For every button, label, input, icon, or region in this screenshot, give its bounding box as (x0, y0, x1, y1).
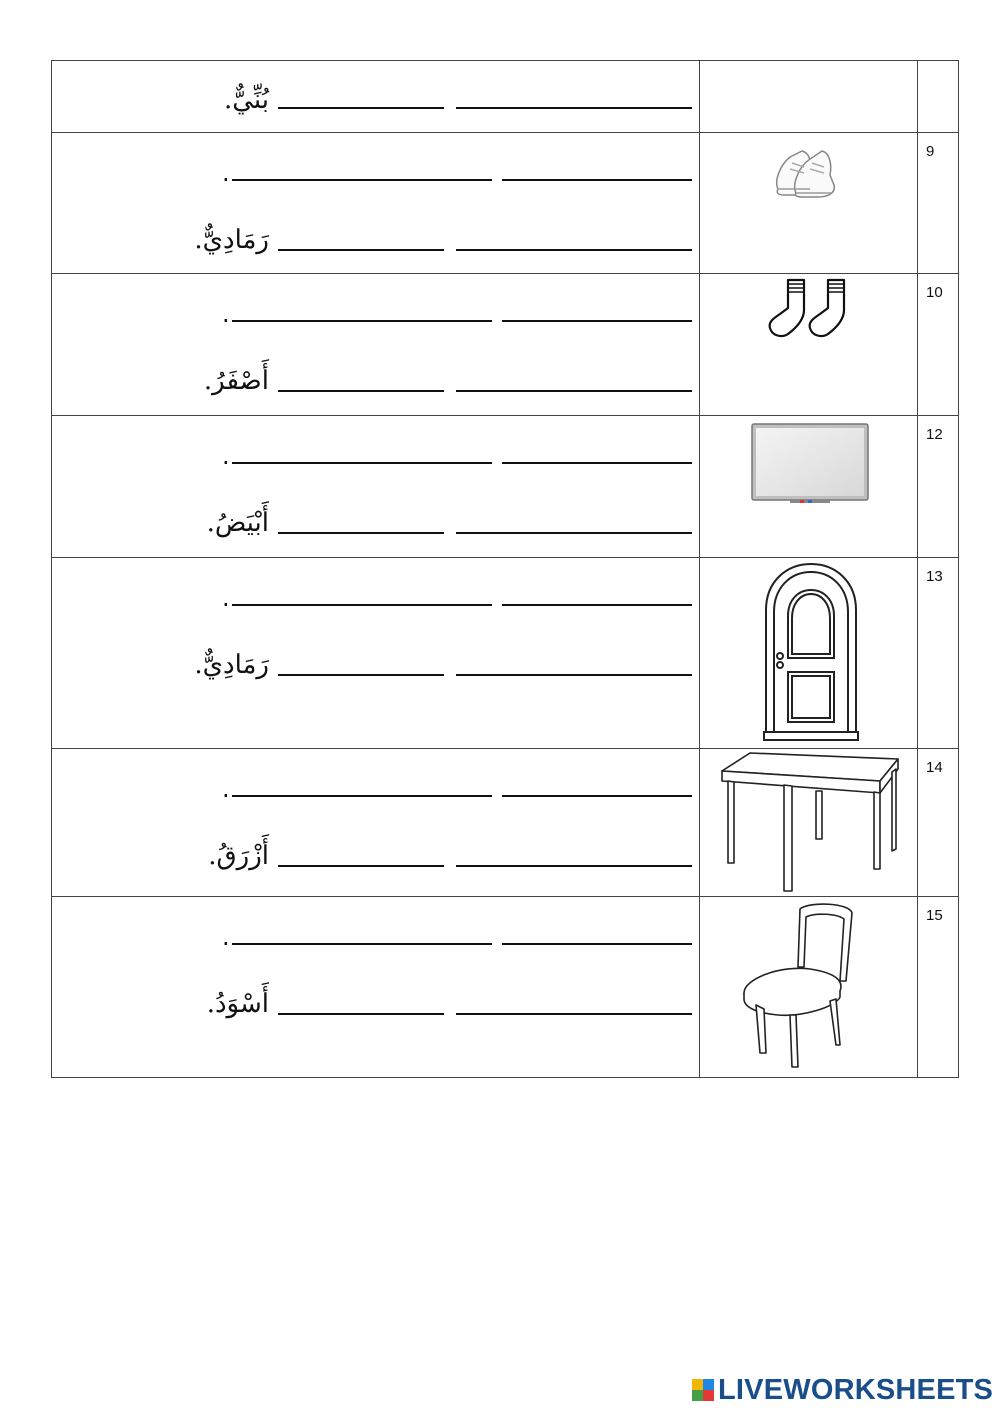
picture-cell (700, 61, 918, 133)
answer-blank[interactable] (278, 390, 444, 392)
worksheet-row (52, 558, 959, 749)
answer-cell (52, 416, 700, 558)
picture-cell (700, 897, 918, 1078)
row-number: 12 (918, 416, 959, 558)
worksheet-row (52, 416, 959, 558)
answer-blank[interactable] (278, 532, 444, 534)
answer-blank[interactable] (502, 462, 692, 464)
answer-blank[interactable] (278, 674, 444, 676)
answer-blank[interactable] (456, 249, 692, 251)
row-number: 14 (918, 749, 959, 897)
full-stop: . (222, 442, 230, 470)
worksheet-row (52, 897, 959, 1078)
liveworksheets-logo[interactable] (692, 1374, 993, 1406)
answer-cell (52, 897, 700, 1078)
answer-blank[interactable] (502, 604, 692, 606)
worksheet-row (52, 274, 959, 416)
answer-blank[interactable] (232, 462, 492, 464)
color-word: بُنِّيٌّ. (223, 85, 269, 115)
picture-cell (700, 416, 918, 558)
answer-blank[interactable] (456, 1013, 692, 1015)
answer-blank[interactable] (502, 943, 692, 945)
picture-cell (700, 133, 918, 274)
answer-cell (52, 274, 700, 416)
answer-cell (52, 749, 700, 897)
answer-blank[interactable] (232, 320, 492, 322)
answer-blank[interactable] (232, 604, 492, 606)
shoes-icon (770, 143, 850, 201)
worksheet-table (51, 60, 959, 1078)
full-stop: . (222, 584, 230, 612)
answer-cell (52, 61, 700, 133)
answer-cell (52, 558, 700, 749)
answer-blank[interactable] (456, 107, 692, 109)
picture-cell (700, 274, 918, 416)
picture-cell (700, 558, 918, 749)
color-word: أَبْيَضُ. (206, 508, 269, 538)
answer-blank[interactable] (278, 107, 444, 109)
door-icon (762, 562, 860, 742)
table-icon (720, 751, 900, 895)
picture-cell (700, 749, 918, 897)
row-number (918, 61, 959, 133)
row-number: 10 (918, 274, 959, 416)
whiteboard-icon (750, 422, 870, 506)
full-stop: . (222, 159, 230, 187)
answer-blank[interactable] (456, 532, 692, 534)
liveworksheets-mark-icon (692, 1379, 714, 1401)
answer-blank[interactable] (232, 943, 492, 945)
answer-blank[interactable] (278, 249, 444, 251)
worksheet-row (52, 749, 959, 897)
full-stop: . (222, 775, 230, 803)
answer-blank[interactable] (232, 179, 492, 181)
full-stop: . (222, 300, 230, 328)
row-number: 15 (918, 897, 959, 1078)
full-stop: . (222, 923, 230, 951)
row-number: 9 (918, 133, 959, 274)
answer-blank[interactable] (456, 674, 692, 676)
row-number: 13 (918, 558, 959, 749)
color-word: رَمَادِيٌّ. (194, 650, 269, 680)
color-word: رَمَادِيٌّ. (194, 225, 269, 255)
answer-cell (52, 133, 700, 274)
answer-blank[interactable] (456, 390, 692, 392)
answer-blank[interactable] (502, 795, 692, 797)
answer-blank[interactable] (278, 1013, 444, 1015)
chair-icon (740, 901, 860, 1071)
brand-name: LIVEWORKSHEETS (718, 1373, 994, 1406)
color-word: أَسْوَدُ. (206, 989, 269, 1019)
answer-blank[interactable] (502, 179, 692, 181)
answer-blank[interactable] (232, 795, 492, 797)
answer-blank[interactable] (502, 320, 692, 322)
worksheet-row (52, 61, 959, 133)
color-word: أَصْفَرُ. (203, 366, 269, 396)
worksheet-row (52, 133, 959, 274)
socks-icon (766, 276, 852, 338)
color-word: أَزْرَقُ. (208, 841, 269, 871)
answer-blank[interactable] (456, 865, 692, 867)
answer-blank[interactable] (278, 865, 444, 867)
